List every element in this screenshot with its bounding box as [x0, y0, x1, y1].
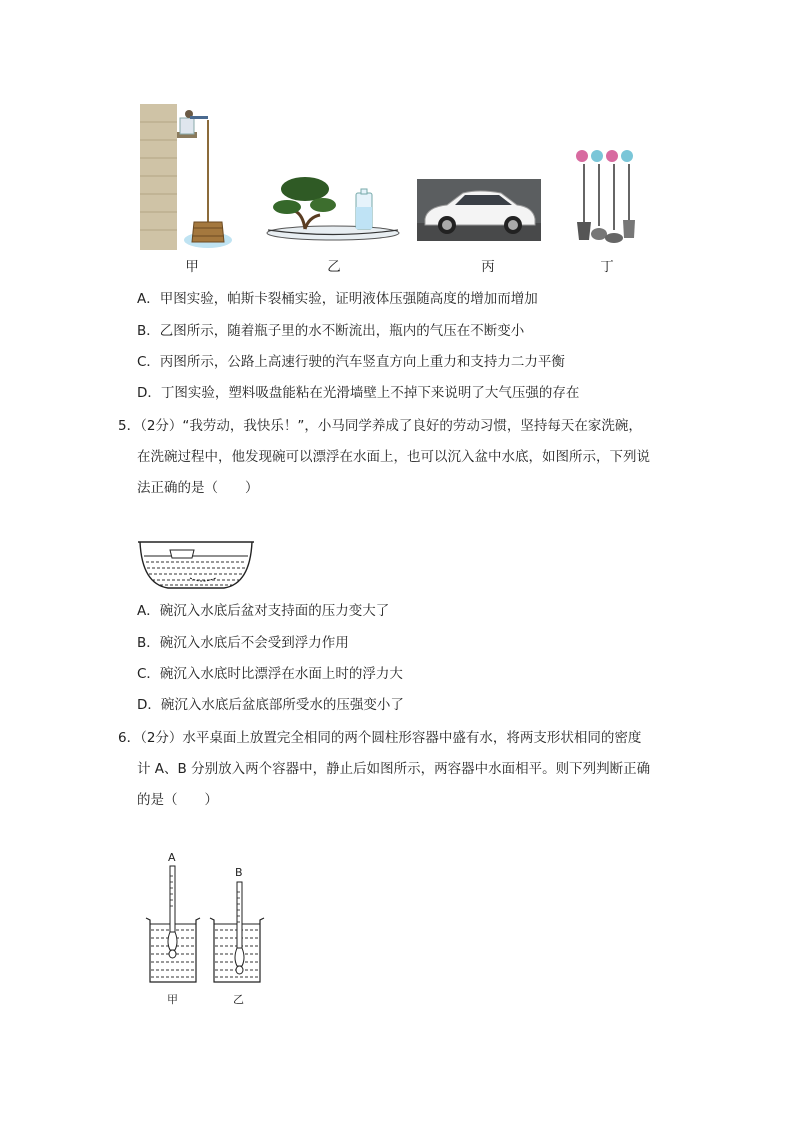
q6-stem-line1: 6．（2分）水平桌面上放置完全相同的两个圆柱形容器中盛有水，将两支形状相同的密度: [118, 730, 642, 746]
q4-option-a: A．甲图实验，帕斯卡裂桶实验，证明液体压强随高度的增加而增加: [137, 291, 538, 307]
car-figure: [417, 179, 541, 241]
hydrometer-label-b: B: [235, 866, 243, 879]
pascal-barrel-figure: [140, 104, 220, 250]
basin-bowl-figure: [138, 538, 254, 592]
suction-hooks-figure: [572, 146, 644, 246]
q5-option-b: B．碗沉入水底后不会受到浮力作用: [137, 635, 349, 651]
q5-stem-line1: 5．（2分）“我劳动，我快乐！”，小马同学养成了良好的劳动习惯，坚持每天在家洗碗，: [118, 418, 642, 434]
hydrometer-beakers-figure: [144, 866, 268, 986]
q5-stem-line3: 法正确的是（ ）: [137, 480, 259, 496]
bonsai-bottle-figure: [265, 175, 400, 245]
q4-option-c: C．丙图所示，公路上高速行驶的汽车竖直方向上重力和支持力二力平衡: [137, 354, 565, 370]
hydrometer-label-a: A: [168, 851, 176, 864]
q5-option-c: C．碗沉入水底时比漂浮在水面上时的浮力大: [137, 666, 403, 682]
q4-option-b: B．乙图所示，随着瓶子里的水不断流出，瓶内的气压在不断变小: [137, 323, 525, 339]
beaker-caption-yi: 乙: [233, 993, 244, 1006]
q6-stem-line3: 的是（ ）: [137, 792, 218, 808]
caption-bing: 丙: [481, 259, 495, 275]
caption-jia: 甲: [185, 259, 199, 275]
beaker-caption-jia: 甲: [167, 993, 178, 1006]
q5-option-a: A．碗沉入水底后盆对支持面的压力变大了: [137, 603, 390, 619]
q5-option-d: D．碗沉入水底后盆底部所受水的压强变小了: [137, 697, 404, 713]
q6-stem-line2: 计 A、B 分别放入两个容器中，静止后如图所示，两容器中水面相平。则下列判断正确: [137, 761, 651, 777]
q4-option-d: D．丁图实验，塑料吸盘能粘在光滑墙壁上不掉下来说明了大气压强的存在: [137, 385, 580, 401]
q5-stem-line2: 在洗碗过程中，他发现碗可以漂浮在水面上，也可以沉入盆中水底，如图所示，下列说: [137, 449, 650, 465]
caption-ding: 丁: [600, 259, 614, 275]
caption-yi: 乙: [327, 259, 341, 275]
